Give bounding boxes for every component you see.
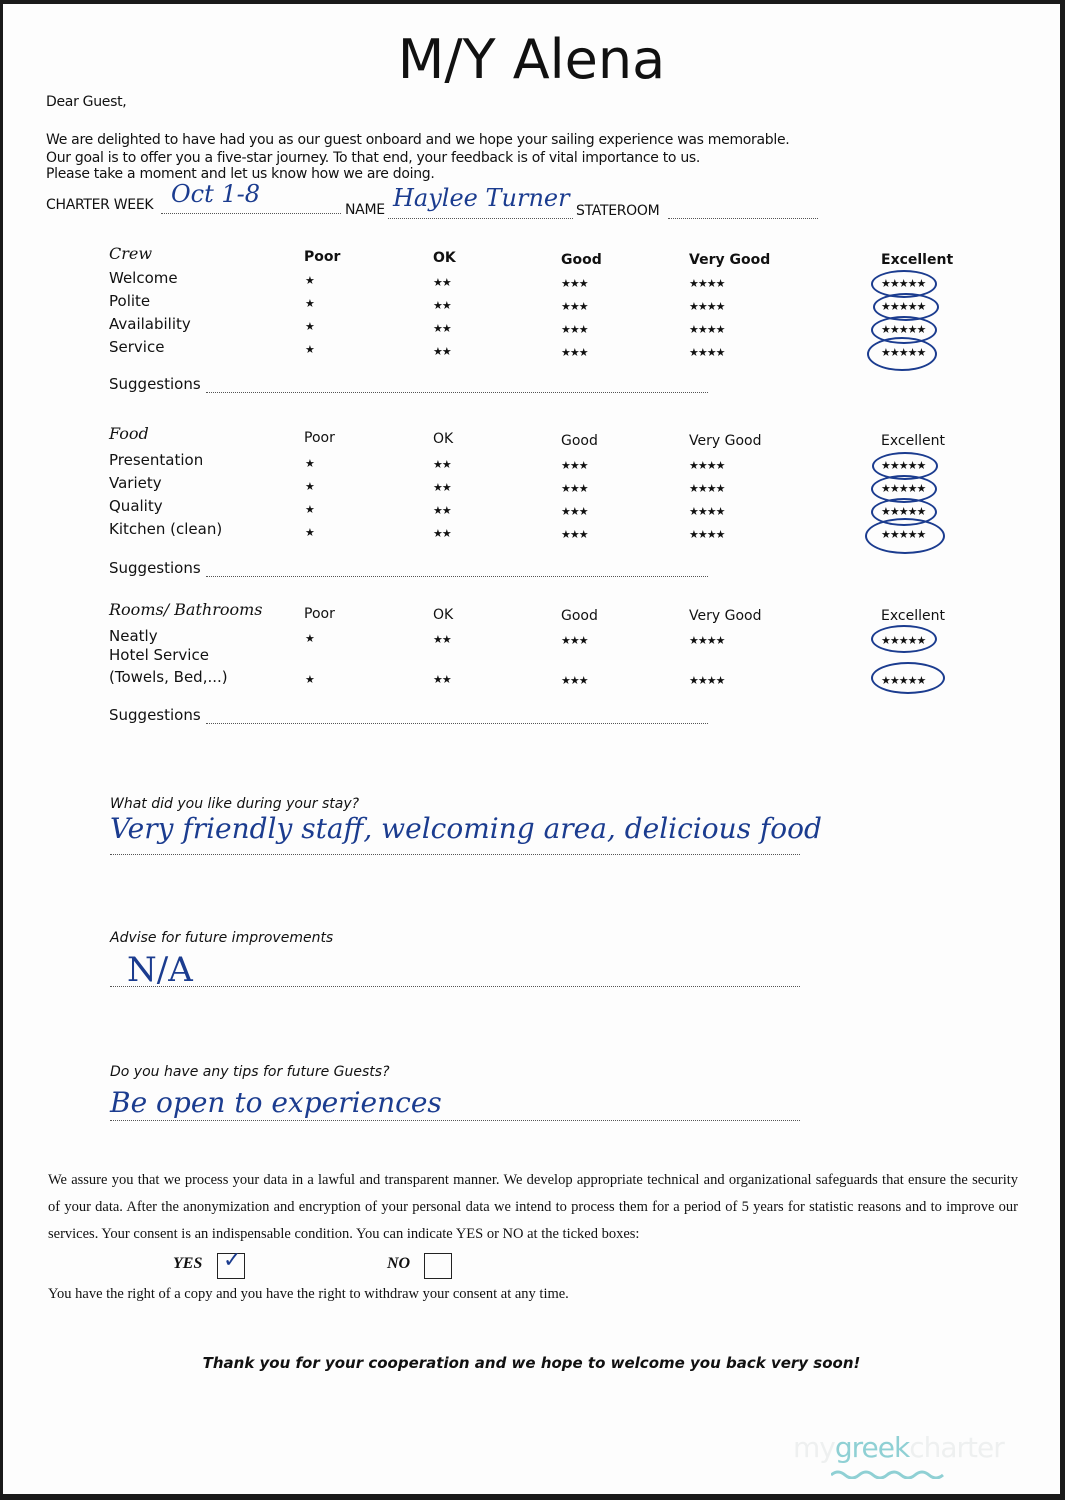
question-liked-answer[interactable]: Very friendly staff, welcoming area, delicious food — [110, 812, 822, 845]
rating-very-good[interactable]: ★★★★ — [689, 483, 725, 495]
rating-poor[interactable]: ★ — [305, 458, 314, 470]
section-heading-food: Food — [109, 424, 149, 443]
rating-poor[interactable]: ★ — [305, 321, 314, 333]
col-very-good: Very Good — [689, 608, 762, 624]
col-excellent: Excellent — [881, 252, 954, 268]
rating-very-good[interactable]: ★★★★ — [689, 529, 725, 541]
rating-very-good[interactable]: ★★★★ — [689, 278, 725, 290]
rating-very-good[interactable]: ★★★★ — [689, 635, 725, 647]
rating-poor[interactable]: ★ — [305, 481, 314, 493]
question-tips-answer[interactable]: Be open to experiences — [110, 1086, 442, 1119]
col-very-good: Very Good — [689, 433, 762, 449]
row-label-presentation: Presentation — [109, 451, 204, 469]
rating-good[interactable]: ★★★ — [561, 301, 588, 313]
rating-very-good[interactable]: ★★★★ — [689, 675, 725, 687]
consent-yes-label: YES — [173, 1255, 203, 1272]
selected-circle-mark — [871, 625, 937, 653]
rating-good[interactable]: ★★★ — [561, 347, 588, 359]
rating-very-good[interactable]: ★★★★ — [689, 460, 725, 472]
row-label-availability: Availability — [109, 315, 191, 333]
row-label-hotel-service: Hotel Service — [109, 646, 209, 664]
question-improvements-prompt: Advise for future improvements — [110, 930, 334, 946]
col-ok: OK — [433, 607, 454, 623]
rating-ok[interactable]: ★★ — [433, 277, 451, 289]
rating-good[interactable]: ★★★ — [561, 635, 588, 647]
rooms-suggestions-field[interactable] — [206, 723, 708, 724]
consent-no-label: NO — [387, 1255, 411, 1272]
consent-text: We assure you that we process your data in a lawful and transparent manner. We develop appropriate technical and organizational safeguards that ensure the security of your data. After the anonymization and encryption of your personal data we intend to process them for a period of 5 years for statistic reasons and to improve our services. Your consent is an indispensable condition. You can indicate YES or NO at the ticked boxes: — [48, 1172, 1018, 1242]
rating-ok[interactable]: ★★ — [433, 674, 451, 686]
name-field[interactable]: Haylee Turner — [393, 184, 570, 212]
rating-ok[interactable]: ★★ — [433, 300, 451, 312]
rating-excellent[interactable]: ★★★★★ — [881, 278, 926, 290]
charter-week-field[interactable]: Oct 1-8 — [171, 180, 261, 208]
rating-poor[interactable]: ★ — [305, 275, 314, 287]
row-label-welcome: Welcome — [109, 269, 178, 287]
col-very-good: Very Good — [689, 252, 771, 268]
rating-ok[interactable]: ★★ — [433, 323, 451, 335]
rating-ok[interactable]: ★★ — [433, 346, 451, 358]
rating-ok[interactable]: ★★ — [433, 505, 451, 517]
rating-ok[interactable]: ★★ — [433, 528, 451, 540]
rating-ok[interactable]: ★★ — [433, 459, 451, 471]
rating-good[interactable]: ★★★ — [561, 675, 588, 687]
question-liked-prompt: What did you like during your stay? — [110, 796, 360, 812]
charter-week-label: CHARTER WEEK — [46, 197, 154, 213]
rating-excellent[interactable]: ★★★★★ — [881, 460, 926, 472]
question-improvements-line — [110, 986, 800, 987]
row-label-neatly: Neatly — [109, 627, 158, 645]
col-good: Good — [561, 608, 598, 624]
food-suggestions-label: Suggestions — [109, 559, 201, 577]
rating-excellent[interactable]: ★★★★★ — [881, 635, 926, 647]
rating-very-good[interactable]: ★★★★ — [689, 347, 725, 359]
rating-poor[interactable]: ★ — [305, 504, 314, 516]
watermark-part-greek: greek — [834, 1431, 910, 1464]
rating-excellent[interactable]: ★★★★★ — [881, 347, 926, 359]
watermark-logo — [793, 1431, 1004, 1464]
rating-very-good[interactable]: ★★★★ — [689, 301, 725, 313]
row-label-service: Service — [109, 338, 165, 356]
intro-line-1: We are delighted to have had you as our guest onboard and we hope your sailing experience was memorable. — [46, 132, 790, 148]
col-excellent: Excellent — [881, 608, 945, 624]
question-tips-prompt: Do you have any tips for future Guests? — [110, 1064, 390, 1080]
rating-poor[interactable]: ★ — [305, 527, 314, 539]
rating-ok[interactable]: ★★ — [433, 482, 451, 494]
intro-line-3: Please take a moment and let us know how we are doing. — [46, 166, 435, 182]
col-poor: Poor — [304, 606, 335, 622]
greeting: Dear Guest, — [46, 94, 127, 110]
selected-circle-mark — [867, 337, 937, 371]
row-label-variety: Variety — [109, 474, 162, 492]
row-label-hotel-service-detail: (Towels, Bed,...) — [109, 668, 228, 686]
stateroom-label: STATEROOM — [576, 203, 660, 219]
name-line — [388, 218, 573, 219]
rating-excellent[interactable]: ★★★★★ — [881, 483, 926, 495]
stateroom-field[interactable] — [668, 218, 818, 219]
name-label: NAME — [345, 202, 385, 218]
check-mark-icon: ✓ — [223, 1248, 242, 1273]
watermark-part-my: my — [793, 1431, 835, 1464]
rating-good[interactable]: ★★★ — [561, 529, 588, 541]
row-label-kitchen: Kitchen (clean) — [109, 520, 223, 538]
selected-circle-mark — [865, 518, 945, 554]
consent-no-checkbox[interactable] — [424, 1253, 452, 1279]
wave-icon — [831, 1469, 949, 1479]
feedback-form-page — [3, 4, 1060, 1494]
rating-good[interactable]: ★★★ — [561, 460, 588, 472]
col-ok: OK — [433, 250, 456, 266]
rating-excellent[interactable]: ★★★★★ — [881, 506, 926, 518]
rating-very-good[interactable]: ★★★★ — [689, 324, 725, 336]
rating-good[interactable]: ★★★ — [561, 483, 588, 495]
col-good: Good — [561, 252, 602, 268]
crew-suggestions-field[interactable] — [206, 392, 708, 393]
rating-poor[interactable]: ★ — [305, 674, 314, 686]
col-poor: Poor — [304, 249, 341, 265]
page-title: M/Y Alena — [397, 28, 666, 91]
rooms-suggestions-label: Suggestions — [109, 706, 201, 724]
watermark-part-charter: charter — [909, 1431, 1004, 1464]
rating-poor[interactable]: ★ — [305, 298, 314, 310]
row-label-polite: Polite — [109, 292, 151, 310]
col-poor: Poor — [304, 430, 335, 446]
rating-very-good[interactable]: ★★★★ — [689, 506, 725, 518]
crew-suggestions-label: Suggestions — [109, 375, 201, 393]
food-suggestions-field[interactable] — [206, 576, 708, 577]
rating-excellent[interactable]: ★★★★★ — [881, 324, 926, 336]
closing-message: Thank you for your cooperation and we hope to welcome you back very soon! — [202, 1354, 861, 1372]
charter-week-line — [161, 213, 341, 214]
rating-excellent[interactable]: ★★★★★ — [881, 301, 926, 313]
section-heading-rooms: Rooms/ Bathrooms — [109, 600, 263, 619]
row-label-quality: Quality — [109, 497, 163, 515]
question-tips-line — [110, 1120, 800, 1121]
col-good: Good — [561, 433, 598, 449]
consent-yes-checkbox[interactable] — [217, 1248, 245, 1279]
rating-good[interactable]: ★★★ — [561, 278, 588, 290]
rating-poor[interactable]: ★ — [305, 344, 314, 356]
intro-line-2: Our goal is to offer you a five-star journey. To that end, your feedback is of vital importance to us. — [46, 150, 701, 166]
rating-excellent[interactable]: ★★★★★ — [881, 675, 926, 687]
rating-good[interactable]: ★★★ — [561, 324, 588, 336]
rating-good[interactable]: ★★★ — [561, 506, 588, 518]
col-excellent: Excellent — [881, 433, 945, 449]
rating-excellent[interactable]: ★★★★★ — [881, 529, 926, 541]
col-ok: OK — [433, 431, 454, 447]
rating-ok[interactable]: ★★ — [433, 634, 451, 646]
consent-rights-text: You have the right of a copy and you have the right to withdraw your consent at any time. — [48, 1286, 569, 1302]
section-heading-crew: Crew — [109, 244, 153, 263]
rating-poor[interactable]: ★ — [305, 633, 314, 645]
question-improvements-answer[interactable]: N/A — [127, 950, 193, 990]
question-liked-line — [110, 854, 800, 855]
selected-circle-mark — [871, 662, 945, 694]
